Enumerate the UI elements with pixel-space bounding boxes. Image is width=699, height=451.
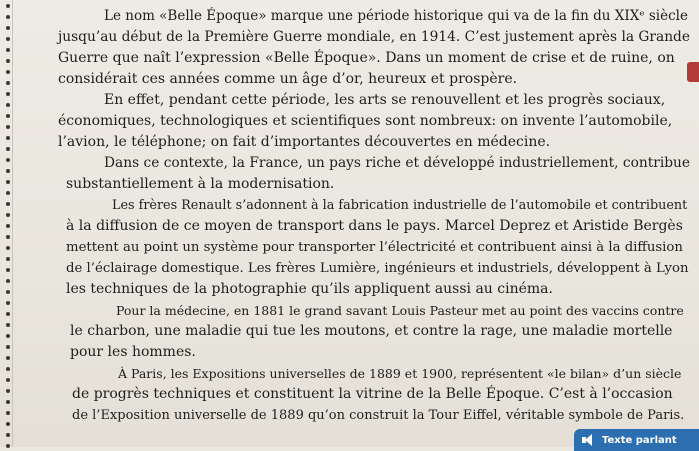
binding-dot — [6, 433, 10, 437]
binding-dot — [6, 81, 10, 85]
binding-dot — [6, 224, 10, 228]
binding-dot — [6, 400, 10, 404]
text-line: à la diffusion de ce moyen de transport dans le pays. Marcel Deprez et Aristide Bergès — [66, 218, 683, 234]
binding-dot — [6, 235, 10, 239]
binding-dot — [6, 378, 10, 382]
binding-dot — [6, 147, 10, 151]
binding-dot — [6, 345, 10, 349]
binding-dot — [6, 290, 10, 294]
text-line: substantiellement à la modernisation. — [66, 176, 335, 192]
text-line: les techniques de la photographie qu’ils appliquent aussi au cinéma. — [66, 281, 553, 297]
binding-dot — [6, 422, 10, 426]
binding-dot — [6, 202, 10, 206]
binding-dot — [6, 312, 10, 316]
binding-dot — [6, 257, 10, 261]
binding-dot — [6, 301, 10, 305]
binding-dot — [6, 180, 10, 184]
binding-dot — [6, 4, 10, 8]
binding-dot — [6, 213, 10, 217]
binding-dot — [6, 268, 10, 272]
text-line: En effet, pendant cette période, les arts se renouvellent et les progrès sociaux, — [104, 92, 666, 108]
binding-dot — [6, 125, 10, 129]
body-text — [58, 6, 690, 426]
text-line: économiques, technologiques et scientifiques sont nombreux: on invente l’automobile, — [58, 113, 673, 129]
text-line: Le nom «Belle Époque» marque une période historique qui va de la fin du XIXᵉ siècle — [104, 8, 688, 24]
text-line: Pour la médecine, en 1881 le grand savant Louis Pasteur met au point des vaccins contre — [116, 303, 684, 318]
binding-dot — [6, 158, 10, 162]
binding-dot — [6, 136, 10, 140]
binding-dot — [6, 323, 10, 327]
binding-dot — [6, 114, 10, 118]
text-line: considérait ces années comme un âge d’or, heureux et prospère. — [58, 71, 518, 87]
binding-line — [12, 0, 13, 447]
text-line: de l’éclairage domestique. Les frères Lumière, ingénieurs et industriels, développent à Lyon — [66, 261, 689, 276]
binding-dot — [6, 37, 10, 41]
binding-dot — [6, 26, 10, 30]
speaker-icon — [582, 434, 596, 446]
binding-dot — [6, 356, 10, 360]
text-line: Guerre que naît l’expression «Belle Époque». Dans un moment de crise et de ruine, on — [58, 50, 675, 66]
audio-text-label: Texte parlant — [602, 434, 677, 446]
binding-dot — [6, 169, 10, 173]
binding-dot — [6, 59, 10, 63]
binding-dot — [6, 367, 10, 371]
binding-dot — [6, 246, 10, 250]
binding-dot — [6, 334, 10, 338]
binding-dot — [6, 389, 10, 393]
binding-dot — [6, 103, 10, 107]
binding-dot — [6, 70, 10, 74]
binding-dot — [6, 279, 10, 283]
binding-dot — [6, 92, 10, 96]
text-line: Dans ce contexte, la France, un pays riche et développé industriellement, contribue — [104, 155, 691, 171]
text-line: Les frères Renault s’adonnent à la fabrication industrielle de l’automobile et contribuent — [112, 198, 688, 213]
binding-dot — [6, 15, 10, 19]
text-line: le charbon, une maladie qui tue les moutons, et contre la rage, une maladie mortelle — [70, 323, 673, 339]
text-line: jusqu’au début de la Première Guerre mondiale, en 1914. C’est justement après la Grande — [58, 29, 690, 45]
text-line: de l’Exposition universelle de 1889 qu’on construit la Tour Eiffel, véritable symbole de Paris. — [72, 408, 685, 423]
binding-dot — [6, 444, 10, 448]
text-line: de progrès techniques et constituent la vitrine de la Belle Époque. C’est à l’occasion — [72, 386, 673, 402]
audio-text-button[interactable] — [574, 429, 699, 451]
binding-dot — [6, 411, 10, 415]
text-line: pour les hommes. — [70, 344, 196, 360]
binding-dot — [6, 48, 10, 52]
binding-dot — [6, 191, 10, 195]
text-line: mettent au point un système pour transporter l’électricité et contribuent ainsi à la diffusion — [66, 240, 683, 255]
text-line: l’avion, le téléphone; on fait d’importantes découvertes en médecine. — [58, 134, 551, 150]
text-line: À Paris, les Expositions universelles de 1889 et 1900, représentent «le bilan» d’un siècle — [118, 366, 682, 381]
